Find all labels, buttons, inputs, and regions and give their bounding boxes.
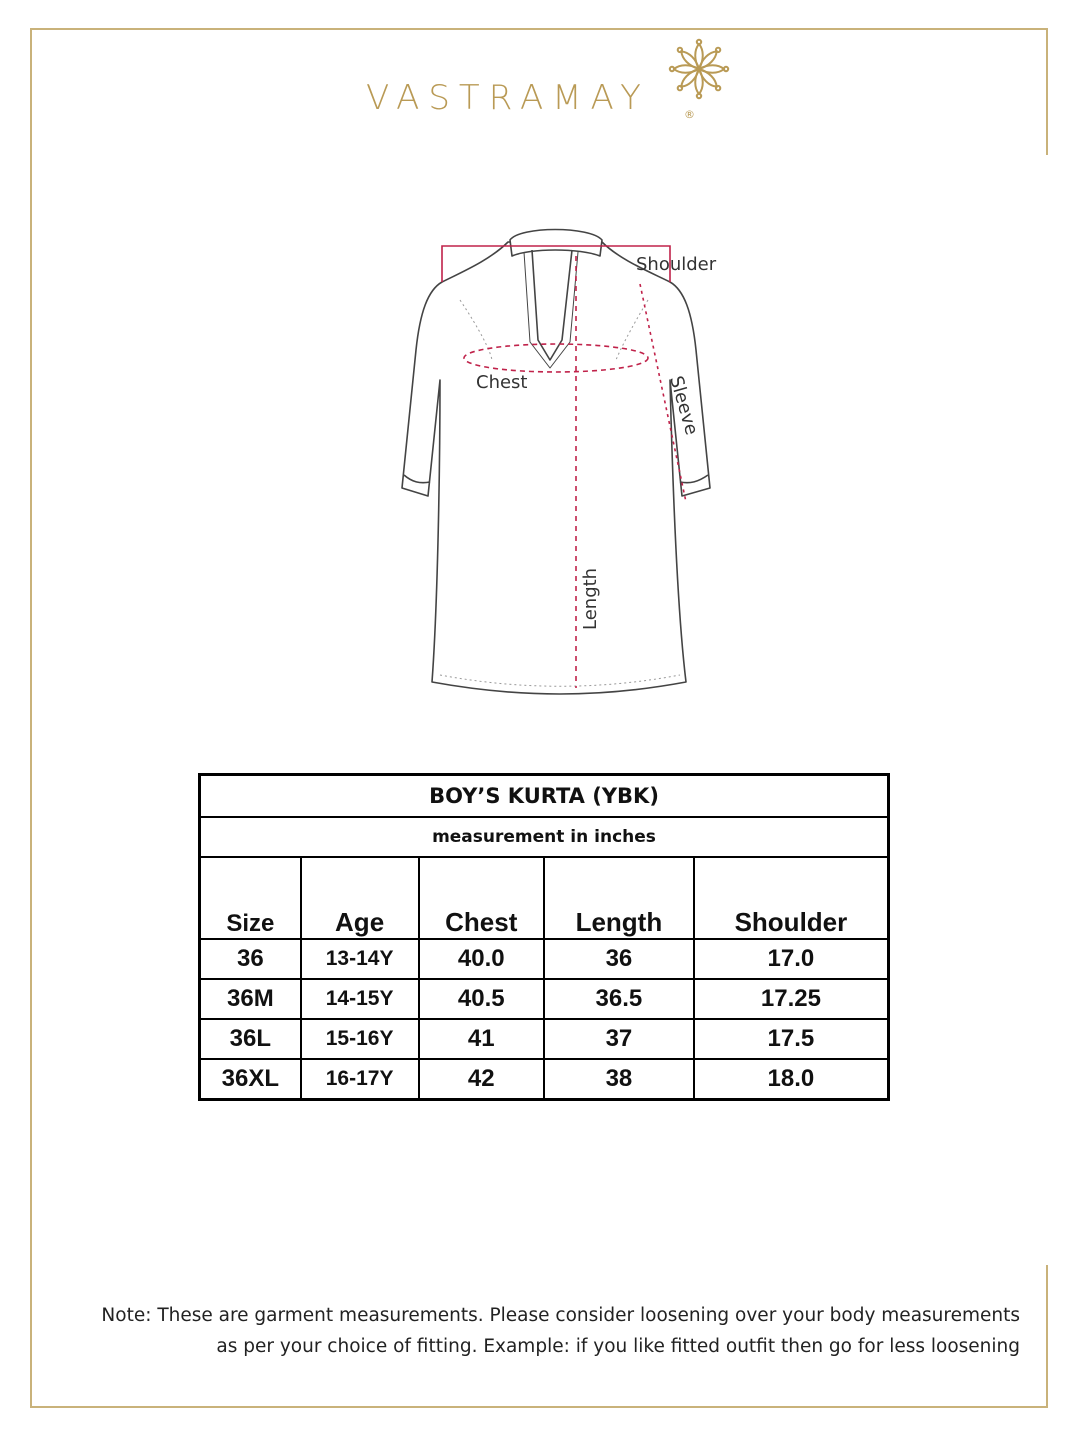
cell-length: 38 xyxy=(544,1059,694,1100)
sleeve-label: Sleeve xyxy=(665,373,703,438)
table-row xyxy=(200,1019,889,1059)
header-size: Size xyxy=(200,857,301,939)
cell-chest: 40.5 xyxy=(419,979,544,1019)
registered-mark: ® xyxy=(684,108,695,121)
cell-length: 37 xyxy=(544,1019,694,1059)
cell-age: 13-14Y xyxy=(301,939,419,979)
cell-age: 14-15Y xyxy=(301,979,419,1019)
length-label: Length xyxy=(580,567,601,630)
header-age: Age xyxy=(301,857,419,939)
cell-shoulder: 17.25 xyxy=(694,979,889,1019)
table-title: BOY’S KURTA (YBK) xyxy=(200,775,889,818)
header-chest: Chest xyxy=(419,857,544,939)
header-shoulder: Shoulder xyxy=(694,857,889,939)
cell-size: 36L xyxy=(200,1019,301,1059)
cell-length: 36 xyxy=(544,939,694,979)
frame-gap xyxy=(1046,155,1052,1265)
table-row xyxy=(200,939,889,979)
table-row xyxy=(200,979,889,1019)
note-line-2: as per your choice of fitting. Example: if you like fitted outfit then go for less loosening xyxy=(216,1336,1020,1357)
chest-label: Chest xyxy=(476,372,528,393)
shoulder-label: Shoulder xyxy=(636,254,717,275)
cell-shoulder: 17.5 xyxy=(694,1019,889,1059)
size-chart-table xyxy=(198,773,890,1101)
cell-size: 36XL xyxy=(200,1059,301,1100)
kurta-diagram xyxy=(380,220,740,710)
cell-chest: 40.0 xyxy=(419,939,544,979)
cell-shoulder: 18.0 xyxy=(694,1059,889,1100)
cell-age: 15-16Y xyxy=(301,1019,419,1059)
table-row xyxy=(200,1059,889,1100)
table-subtitle: measurement in inches xyxy=(200,817,889,857)
table-header-row xyxy=(200,857,889,939)
brand-name: VASTRAMAY xyxy=(366,78,650,118)
ornament-logo-icon xyxy=(666,36,732,102)
cell-size: 36 xyxy=(200,939,301,979)
cell-chest: 41 xyxy=(419,1019,544,1059)
header-length: Length xyxy=(544,857,694,939)
cell-shoulder: 17.0 xyxy=(694,939,889,979)
cell-chest: 42 xyxy=(419,1059,544,1100)
note-line-1: Note: These are garment measurements. Please consider loosening over your body measurements xyxy=(101,1305,1020,1326)
cell-size: 36M xyxy=(200,979,301,1019)
cell-age: 16-17Y xyxy=(301,1059,419,1100)
kurta-body xyxy=(402,242,710,694)
fitting-note xyxy=(52,1300,1020,1362)
cell-length: 36.5 xyxy=(544,979,694,1019)
